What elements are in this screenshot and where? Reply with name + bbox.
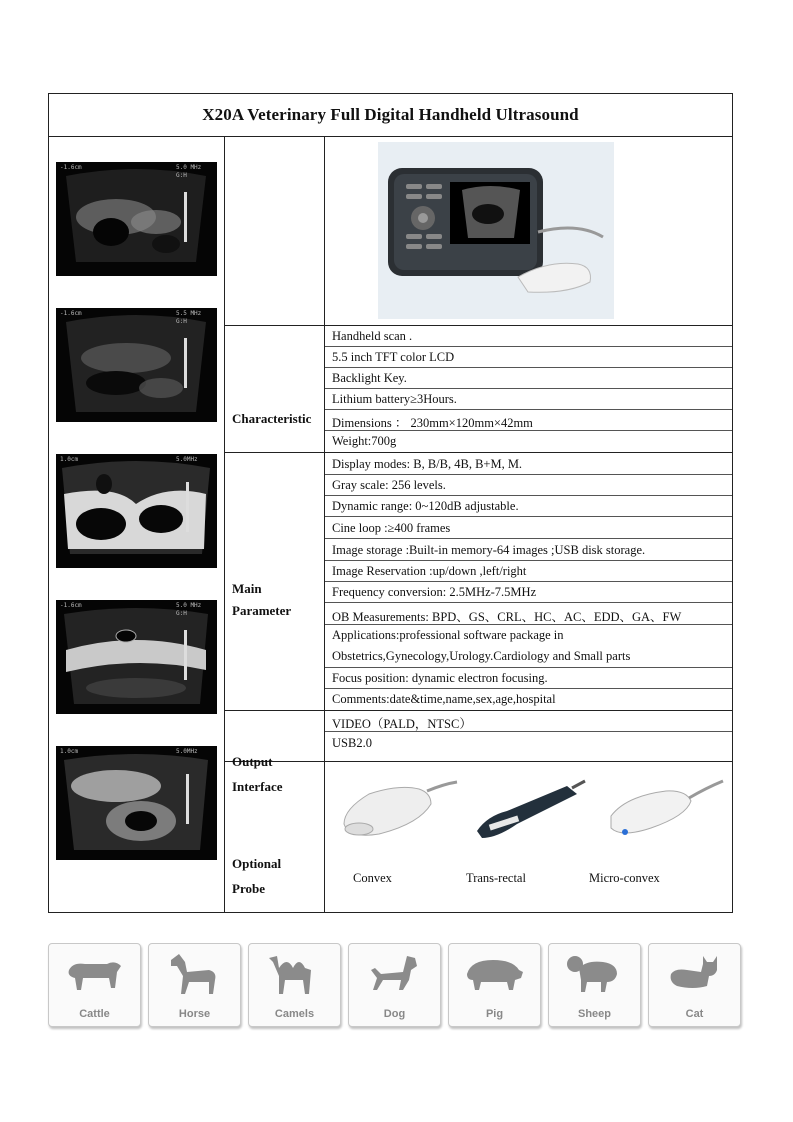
output-item: VIDEO（PALD，NTSC）: [332, 717, 472, 731]
camel-icon: [263, 950, 325, 998]
pig-icon: [463, 950, 525, 998]
animal-card-sheep: [548, 943, 641, 1027]
scan-frequency: 5.0 MHz: [176, 602, 202, 609]
characteristic-item: 5.5 inch TFT color LCD: [332, 350, 455, 364]
row-divider: [325, 367, 732, 368]
row-divider: [325, 346, 732, 347]
row-divider: [325, 409, 732, 410]
parameter-item: Comments:date&time,name,sex,age,hospital: [332, 692, 556, 706]
animal-card-pig: [448, 943, 541, 1027]
trans-rectal-probe-image: [467, 776, 587, 856]
scan-image-column: [49, 136, 225, 912]
characteristic-item: Lithium battery≥3Hours.: [332, 392, 457, 406]
scan-frequency: 5.0MHz: [176, 748, 198, 755]
ultrasound-image-3: [56, 454, 217, 568]
optional-probe-label-line2: Probe: [232, 881, 265, 896]
row-divider: [325, 667, 732, 668]
spec-sheet: [48, 93, 733, 913]
parameter-item: Obstetrics,Gynecology,Urology.Cardiology and Small parts: [332, 649, 631, 663]
animal-label: Camels: [274, 1008, 315, 1020]
main-parameter-label-line2: Parameter: [232, 603, 292, 618]
ultrasound-image-1: [56, 162, 217, 276]
micro-convex-probe-image: [591, 776, 731, 856]
value-column: [325, 136, 732, 912]
page-title: X20A Veterinary Full Digital Handheld Ultrasound: [202, 105, 579, 124]
scan-gain: G:H: [176, 610, 187, 617]
scan-depth: -1.6cm: [60, 164, 82, 171]
label-column: [225, 136, 325, 912]
animal-card-dog: [348, 943, 441, 1027]
title-row: [49, 94, 732, 137]
scan-graphic: [56, 454, 217, 568]
convex-probe-image: [339, 779, 459, 859]
parameter-item: Cine loop :≥400 frames: [332, 521, 451, 535]
parameter-item: Image Reservation :up/down ,left/right: [332, 564, 527, 578]
scan-depth: 1.0cm: [60, 748, 79, 755]
sheep-icon: [563, 950, 625, 998]
row-divider: [325, 602, 732, 603]
output-interface-label-line1: Output: [232, 754, 273, 769]
scan-frequency: 5.0MHz: [176, 456, 198, 463]
animal-label: Cattle: [79, 1008, 110, 1020]
dog-icon: [363, 950, 425, 998]
ultrasound-image-4: [56, 600, 217, 714]
optional-probe-label-line1: Optional: [232, 856, 282, 871]
device-photo: [378, 142, 614, 319]
scan-frequency: 5.5 MHz: [176, 310, 202, 317]
ultrasound-device-graphic: [378, 142, 614, 319]
ultrasound-image-5: [56, 746, 217, 860]
row-divider: [325, 516, 732, 517]
animal-label: Horse: [178, 1008, 211, 1020]
probe-caption: Micro-convex: [589, 871, 660, 885]
animal-card-horse: [148, 943, 241, 1027]
horse-icon: [163, 950, 225, 998]
scan-graphic: [56, 308, 217, 422]
characteristic-label: Characteristic: [232, 411, 312, 426]
ultrasound-image-2: [56, 308, 217, 422]
animal-label: Pig: [485, 1008, 504, 1020]
scan-graphic: [56, 600, 217, 714]
main-parameter-label-line1: Main: [232, 581, 262, 596]
scan-depth: -1.6cm: [60, 602, 82, 609]
scan-graphic: [56, 746, 217, 860]
characteristic-item: Dimensions ： 230mm×120mm×42mm: [332, 416, 533, 430]
row-divider: [325, 688, 732, 689]
row-divider: [325, 495, 732, 496]
parameter-item: Dynamic range: 0~120dB adjustable.: [332, 499, 519, 513]
scan-depth: -1.6cm: [60, 310, 82, 317]
animal-label: Dog: [383, 1008, 406, 1020]
scan-graphic: [56, 162, 217, 276]
animal-card-camels: [248, 943, 341, 1027]
scan-depth: 1.0cm: [60, 456, 79, 463]
parameter-item: Focus position: dynamic electron focusing.: [332, 671, 548, 685]
output-item: USB2.0: [332, 736, 372, 750]
row-divider: [325, 474, 732, 475]
animal-card-cattle: [48, 943, 141, 1027]
animal-icon-strip: [48, 943, 733, 1028]
parameter-item: Image storage :Built-in memory-64 images ;USB disk storage.: [332, 543, 646, 557]
parameter-item: Applications:professional software package in: [332, 628, 564, 642]
animal-label: Sheep: [577, 1008, 611, 1020]
cattle-icon: [63, 950, 125, 998]
row-divider: [325, 581, 732, 582]
characteristic-item: Backlight Key.: [332, 371, 407, 385]
probe-caption: Convex: [353, 871, 392, 885]
parameter-item: Frequency conversion: 2.5MHz-7.5MHz: [332, 585, 537, 599]
row-divider: [325, 560, 732, 561]
characteristic-item: Handheld scan .: [332, 329, 413, 343]
scan-frequency: 5.0 MHz: [176, 164, 202, 171]
characteristic-item: Weight:700g: [332, 434, 397, 448]
scan-gain: G:H: [176, 172, 187, 179]
scan-gain: G:H: [176, 318, 187, 325]
probe-caption: Trans-rectal: [466, 871, 526, 885]
cat-icon: [663, 950, 725, 998]
parameter-item: Gray scale: 256 levels.: [332, 478, 446, 492]
parameter-item: OB Measurements: BPD、GS、CRL、HC、AC、EDD、GA、FW: [332, 610, 682, 624]
animal-card-cat: [648, 943, 741, 1027]
row-divider: [325, 388, 732, 389]
output-interface-label-line2: Interface: [232, 779, 283, 794]
animal-label: Cat: [685, 1008, 704, 1020]
parameter-item: Display modes: B, B/B, 4B, B+M, M.: [332, 457, 523, 471]
row-divider: [325, 538, 732, 539]
